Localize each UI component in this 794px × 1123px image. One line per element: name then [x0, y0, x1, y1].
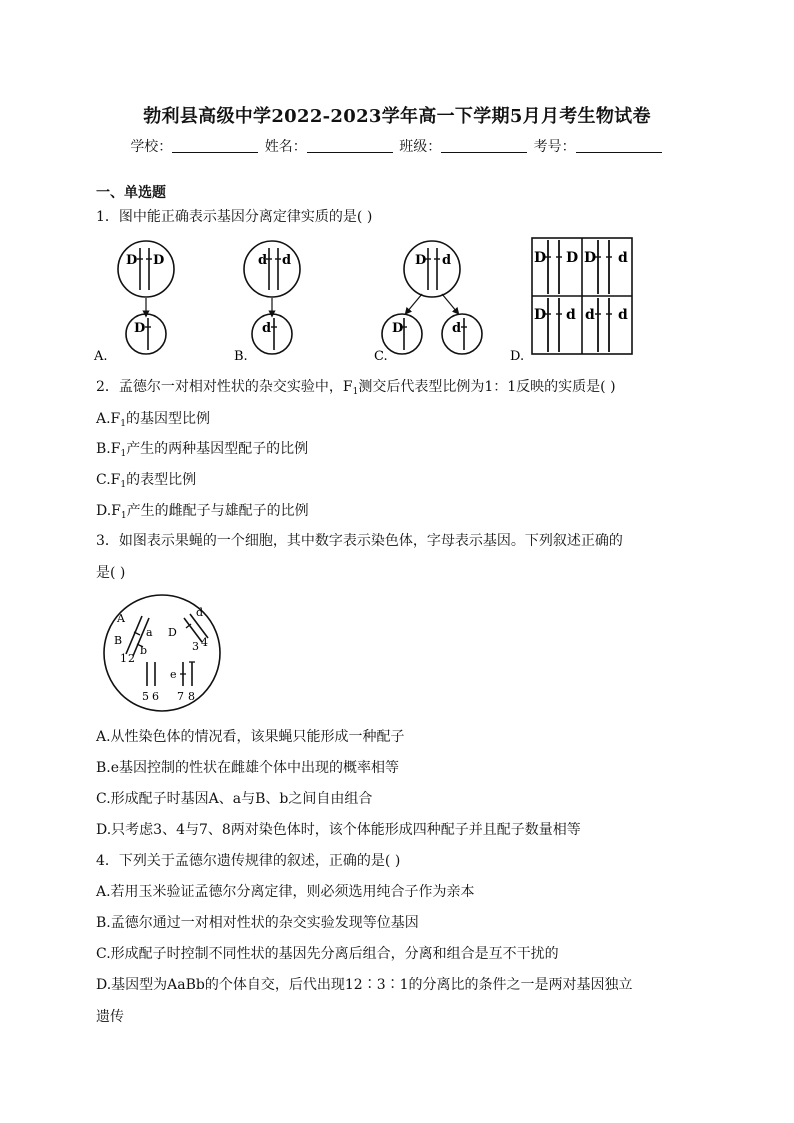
q2-option-d-sub: 1 — [120, 511, 127, 521]
q3-option-c[interactable]: C.形成配子时基因A、a与B、b之间自由组合 — [96, 791, 373, 807]
fig-a-gene-gamete: D — [134, 321, 146, 336]
q3-gene-D: D — [168, 626, 177, 639]
q3-gene-d: d — [196, 606, 204, 619]
q2-option-a-sub: 1 — [120, 419, 127, 429]
q2-option-c-sub: 1 — [120, 480, 127, 490]
fig-b-label: B. — [234, 349, 248, 364]
fig-c-gene-left: D — [415, 253, 427, 268]
question-3-stem-line2: 是( ) — [96, 565, 126, 581]
q2-option-c[interactable] — [96, 469, 196, 490]
fig-d-cell2-right: d — [618, 250, 628, 266]
figure-b — [234, 241, 300, 364]
q3-gene-a: a — [146, 626, 153, 639]
q2-option-b[interactable] — [96, 438, 308, 459]
q3-chrom-6: 6 — [152, 690, 159, 703]
q2-option-a[interactable] — [96, 408, 210, 429]
fig-c-gene-gamete-left: D — [392, 321, 404, 336]
school-label: 学校： — [130, 139, 173, 155]
q3-chrom-2: 2 — [128, 652, 135, 665]
q3-chrom-1: 1 — [120, 652, 127, 665]
q3-gene-A: A — [117, 612, 125, 625]
class-label: 班级： — [399, 139, 442, 155]
q2-option-c-prefix: C.F — [96, 472, 121, 488]
question-1-stem: 1．图中能正确表示基因分离定律实质的是( ) — [96, 209, 373, 225]
q2-option-a-prefix: A.F — [96, 411, 121, 427]
fig-d-cell2-left: D — [584, 250, 597, 266]
fig-c-label: C. — [374, 349, 388, 364]
q4-option-a[interactable]: A.若用玉米验证孟德尔分离定律，则必须选用纯合子作为亲本 — [96, 884, 475, 900]
q2-option-d-prefix: D.F — [96, 503, 121, 519]
q2-option-a-text: 的基因型比例 — [126, 411, 211, 427]
fig-d-label: D. — [510, 349, 525, 364]
exam-title: 勃利县高级中学2022-2023学年高一下学期5月月考生物试卷 — [143, 106, 651, 127]
exam-no-label: 考号： — [533, 139, 576, 155]
question-4-stem: 4．下列关于孟德尔遗传规律的叙述，正确的是( ) — [96, 853, 401, 869]
class-blank[interactable] — [441, 138, 527, 153]
question-3-cell-figure — [100, 592, 224, 714]
figure-d — [510, 238, 632, 364]
q4-option-d-continued: 遗传 — [96, 1009, 124, 1025]
fig-a-label: A. — [94, 349, 108, 364]
q2-option-b-prefix: B.F — [96, 441, 121, 457]
name-label: 姓名： — [264, 139, 307, 155]
question-3-stem-line1: 3．如图表示果蝇的一个细胞，其中数字表示染色体，字母表示基因。下列叙述正确的 — [96, 533, 623, 549]
fig-b-gene-left: d — [258, 253, 268, 268]
q3-gene-b: b — [140, 644, 148, 657]
q2-option-c-text: 的表型比例 — [126, 472, 197, 488]
q2-option-b-text: 产生的两种基因型配子的比例 — [126, 441, 309, 457]
q3-chrom-4: 4 — [201, 636, 208, 649]
q3-gene-e: e — [170, 668, 177, 681]
fig-a-gene-left: D — [126, 253, 138, 268]
q3-option-b[interactable]: B.e基因控制的性状在雌雄个体中出现的概率相等 — [96, 760, 400, 776]
q3-gene-B: B — [114, 634, 123, 647]
q3-option-d[interactable]: D.只考虑3、4与7、8两对染色体时，该个体能形成四种配子并且配子数量相等 — [96, 822, 581, 838]
q4-option-b[interactable]: B.孟德尔通过一对相对性状的杂交实验发现等位基因 — [96, 915, 419, 931]
q3-option-a[interactable]: A.从性染色体的情况看，该果蝇只能形成一种配子 — [96, 729, 405, 745]
q2-option-d[interactable] — [96, 500, 309, 521]
figure-c — [374, 241, 482, 364]
name-blank[interactable] — [307, 138, 393, 153]
exam-no-blank[interactable] — [576, 138, 662, 153]
fig-d-cell3-left: D — [534, 307, 547, 323]
q3-chrom-3: 3 — [192, 640, 199, 653]
question-1-figures — [90, 232, 650, 364]
school-blank[interactable] — [172, 138, 258, 153]
question-2-stem — [96, 376, 616, 397]
q2-stem-subscript: 1 — [352, 387, 359, 397]
fig-d-cell1-left: D — [534, 250, 547, 266]
q3-chrom-5: 5 — [142, 690, 149, 703]
q2-stem-part-a: 2．孟德尔一对相对性状的杂交实验中，F — [96, 379, 353, 395]
figure-a — [93, 241, 174, 364]
fig-a-gene-right: D — [153, 253, 165, 268]
fig-d-cell4-right: d — [618, 307, 628, 323]
fig-d-cell1-right: D — [566, 250, 579, 266]
fig-b-gene-right: d — [282, 253, 292, 268]
fig-d-cell4-left: d — [585, 307, 595, 323]
fig-d-cell3-right: d — [566, 307, 576, 323]
q3-chrom-7: 7 — [177, 690, 184, 703]
q2-option-b-sub: 1 — [120, 449, 127, 459]
fig-c-gene-gamete-right: d — [452, 321, 462, 336]
student-info-line — [0, 136, 794, 156]
section-heading: 一、单选题 — [96, 185, 166, 201]
fig-b-gene-gamete: d — [262, 321, 272, 336]
q3-chrom-8: 8 — [188, 690, 195, 703]
fig-c-gene-right: d — [442, 253, 452, 268]
q2-stem-part-b: 测交后代表型比例为1：1反映的实质是( ) — [358, 379, 616, 395]
q2-option-d-text: 产生的雌配子与雄配子的比例 — [126, 503, 309, 519]
q4-option-d[interactable]: D.基因型为AaBb的个体自交，后代出现12∶3∶1的分离比的条件之一是两对基因独立 — [96, 977, 633, 993]
q4-option-c[interactable]: C.形成配子时控制不同性状的基因先分离后组合，分离和组合是互不干扰的 — [96, 946, 559, 962]
